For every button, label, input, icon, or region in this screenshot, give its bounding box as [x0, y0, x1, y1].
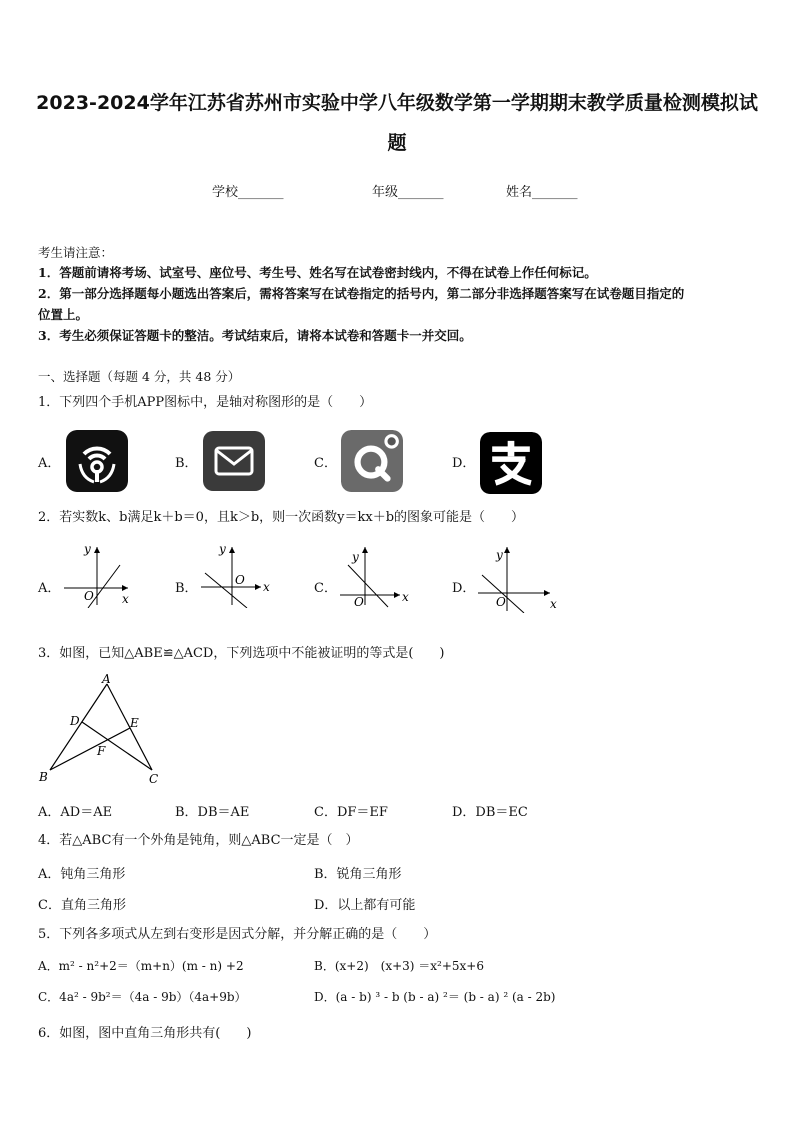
name-field: 姓名_______ [506, 185, 578, 200]
exam-title: 2023-2024学年江苏省苏州市实验中学八年级数学第一学期期末教学质量检测模拟试 [36, 92, 758, 114]
q2-option-d-label: D． [452, 581, 476, 596]
q5-option-d: D．(a - b) ³ - b (b - a) ²＝ (b - a) ² (a - 2b) [314, 990, 556, 1004]
q5-option-b: B．(x+2) (x+3) ＝x²+5x+6 [314, 959, 484, 973]
exam-title-continued: 题 [387, 132, 407, 154]
point-d-label: D [70, 714, 80, 728]
origin-label: O [354, 595, 364, 608]
q4-option-d: D．以上都有可能 [314, 898, 416, 913]
q2-graph-c [336, 543, 416, 612]
axis-y-label: y [219, 543, 226, 556]
grade-field: 年级_______ [372, 185, 444, 200]
notice-item-2: 2．第一部分选择题每小题选出答案后，需将答案写在试卷指定的括号内，第二部分非选择题答案写在试卷题目指定的 [38, 286, 685, 301]
q2-option-a-label: A． [38, 581, 61, 596]
alipay-icon [480, 432, 542, 498]
q3-option-a: A．AD＝AE [38, 805, 113, 820]
question-4-stem: 4．若△ABC有一个外角是钝角，则△ABC一定是（ ） [38, 833, 359, 848]
q2-graph-a [60, 543, 140, 612]
q2-option-b-label: B． [175, 581, 198, 596]
q2-graph-d [474, 543, 564, 617]
notice-item-2-cont: 位置上。 [38, 307, 89, 322]
section-heading: 一、选择题（每题 4 分，共 48 分） [38, 369, 241, 384]
q1-option-c-label: C． [314, 456, 337, 471]
point-c-label: C [149, 772, 159, 786]
q3-option-b: B．DB＝AE [175, 805, 250, 820]
q2-option-c-label: C． [314, 581, 337, 596]
question-1-stem: 1．下列四个手机APP图标中，是轴对称图形的是（ ） [38, 395, 373, 410]
axis-x-label: x [550, 597, 557, 611]
axis-y-label: y [496, 548, 503, 562]
point-f-label: F [97, 744, 106, 758]
search-q-icon [341, 430, 403, 496]
axis-y-label: y [84, 543, 91, 556]
axis-x-label: x [263, 580, 270, 594]
notice-item-1: 1．答题前请将考场、试室号、座位号、考生号、姓名写在试卷密封线内，不得在试卷上作任何标记。 [38, 265, 597, 280]
axis-x-label: x [122, 592, 129, 606]
origin-label: O [84, 589, 94, 603]
q4-option-b: B．锐角三角形 [314, 867, 402, 882]
point-e-label: E [130, 716, 139, 730]
q3-option-c: C．DF＝EF [314, 805, 388, 820]
question-2-stem: 2．若实数k、b满足k＋b＝0，且k＞b，则一次函数y＝kx＋b的图象可能是（ ） [38, 510, 525, 525]
q3-triangle-figure [37, 672, 162, 791]
q4-option-a: A．钝角三角形 [38, 867, 126, 882]
q2-graph-b [197, 543, 277, 612]
point-b-label: B [39, 770, 48, 784]
q5-option-a: A．m² - n²+2＝（m+n）(m - n) +2 [38, 959, 244, 973]
origin-label: O [235, 573, 245, 587]
q1-option-b-label: B． [175, 456, 198, 471]
question-6-stem: 6．如图，图中直角三角形共有( ) [38, 1026, 252, 1041]
question-3-stem: 3．如图，已知△ABE≌△ACD，下列选项中不能被证明的等式是( ) [38, 646, 445, 661]
axis-x-label: x [402, 590, 409, 604]
point-a-label: A [102, 672, 111, 686]
q5-option-c: C．4a² - 9b²＝（4a - 9b）（4a+9b） [38, 990, 247, 1004]
q1-option-a-label: A． [38, 456, 61, 471]
q4-option-c: C．直角三角形 [38, 898, 126, 913]
wifi-key-icon [66, 430, 128, 496]
q3-option-d: D．DB＝EC [452, 805, 528, 820]
mail-icon [203, 430, 265, 496]
q1-option-d-label: D． [452, 456, 476, 471]
notice-item-3: 3．考生必须保证答题卡的整洁。考试结束后，请将本试卷和答题卡一并交回。 [38, 328, 472, 343]
origin-label: O [496, 595, 506, 609]
school-field: 学校_______ [212, 185, 284, 200]
notice-heading: 考生请注意： [38, 245, 114, 260]
question-5-stem: 5．下列各多项式从左到右变形是因式分解，并分解正确的是（ ） [38, 927, 437, 942]
axis-y-label: y [352, 550, 359, 564]
